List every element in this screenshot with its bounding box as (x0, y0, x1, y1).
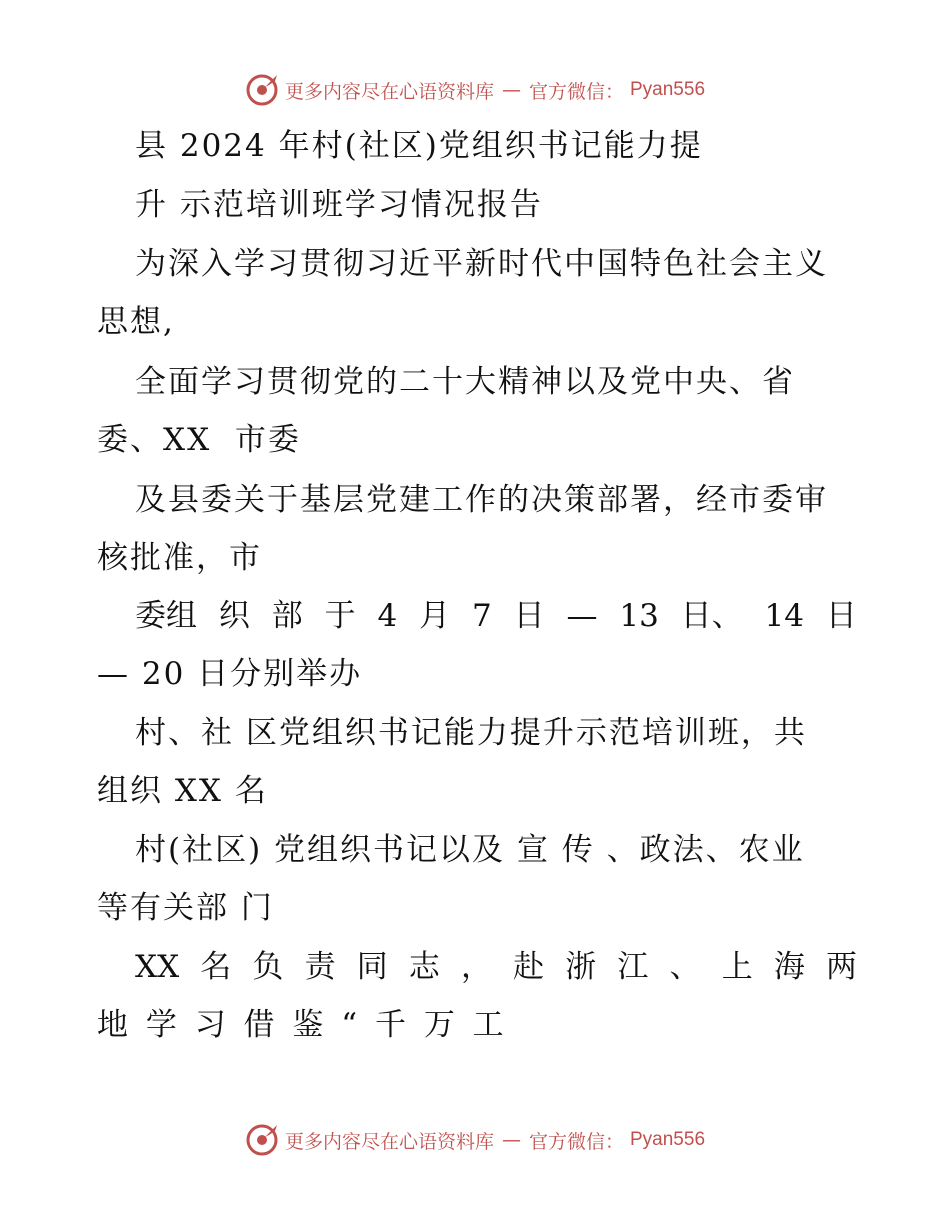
watermark-separator: — (501, 79, 521, 101)
paragraph-7-token: 江 (617, 949, 649, 985)
paragraph-7-line-b: 地 学 习 借 鉴 “ 千 万 工 (97, 1007, 508, 1043)
paragraph-4-token: 委组 (135, 598, 197, 634)
title-line-1: 县 2024 年村(社区)党组织书记能力提 (135, 128, 703, 164)
paragraph-4-token: 月 (419, 598, 451, 634)
paragraph-7-token: 同 (356, 949, 388, 985)
watermark-wechat-id: Pyan556 (630, 79, 706, 100)
paragraph-4-token: 织 (218, 598, 250, 634)
paragraph-7-token: ， (460, 949, 492, 985)
paragraph-4-token: 日 (513, 598, 545, 634)
paragraph-4-line-a (135, 596, 857, 636)
paragraph-7-token: 海 (773, 949, 805, 985)
paragraph-2-line-a: 全面学习贯彻党的二十大精神以及党中央、省 (135, 364, 795, 400)
paragraph-5-line-b: 组织 XX 名 (97, 773, 268, 809)
title-line-2: 升 示范培训班学习情况报告 (135, 187, 543, 223)
paragraph-7-token: 上 (721, 949, 753, 985)
paragraph-4-token: 于 (324, 598, 356, 634)
paragraph-7-token: 、 (669, 949, 701, 985)
paragraph-6-line-b: 等有关部 门 (97, 890, 274, 926)
paragraph-3-line-a: 及县委关于基层党建工作的决策部署，经市委审 (135, 482, 828, 518)
paragraph-7-token: 两 (825, 949, 857, 985)
paragraph-5-line-a: 村、社 区党组织书记能力提升示范培训班，共 (135, 715, 807, 751)
paragraph-1-line-a: 为深入学习贯彻习近平新时代中国特色社会主义 (135, 246, 828, 282)
paragraph-4-token: 13 (619, 598, 659, 634)
paragraph-7-token: XX (135, 949, 180, 985)
watermark-separator: — (501, 1129, 521, 1151)
watermark-footer (0, 1120, 950, 1160)
paragraph-4-token: 日 (825, 598, 857, 634)
paragraph-4-token: 7 (471, 598, 492, 634)
paragraph-6-line-a: 村(社区) 党组织书记以及 宣 传 、政法、农业 (135, 832, 805, 868)
watermark-site-text: 更多内容尽在心语资料库 (284, 1130, 494, 1153)
paragraph-7-token: 名 (200, 949, 232, 985)
paragraph-7-token: 责 (304, 949, 336, 985)
watermark-site-text: 更多内容尽在心语资料库 (284, 80, 494, 103)
quill-logo-icon (245, 1123, 279, 1157)
paragraph-7-token: 赴 (513, 949, 545, 985)
watermark-wechat-label: 官方微信： (528, 1130, 624, 1153)
watermark-wechat-id: Pyan556 (630, 1129, 706, 1150)
paragraph-7-token: 负 (252, 949, 284, 985)
paragraph-4-token: 日、 (680, 598, 743, 634)
paragraph-7-token: 浙 (565, 949, 597, 985)
paragraph-4-token: — (566, 598, 598, 634)
paragraph-7-token: 志 (408, 949, 440, 985)
paragraph-1-line-b: 思想, (97, 304, 175, 340)
paragraph-3-line-b: 核批准，市 (97, 540, 262, 576)
paragraph-4-token: 14 (764, 598, 804, 634)
paragraph-2-line-b: 委、XX 市委 (97, 422, 301, 458)
paragraph-7-line-a (135, 947, 857, 987)
paragraph-4-line-b: — 20 日分别举办 (97, 656, 363, 692)
watermark-wechat-label: 官方微信： (528, 80, 624, 103)
paragraph-4-token: 4 (377, 598, 398, 634)
paragraph-4-token: 部 (271, 598, 303, 634)
